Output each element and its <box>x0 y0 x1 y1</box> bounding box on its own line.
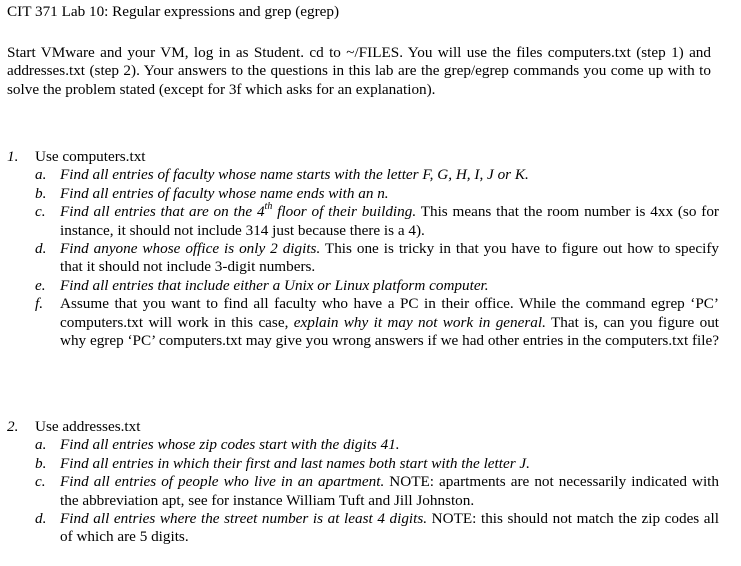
question-text: Find all entries whose zip codes start with the digits 41. <box>60 436 400 454</box>
ordinal-superscript: th <box>264 201 273 213</box>
question-text <box>60 203 719 240</box>
question-letter: c. <box>35 473 46 491</box>
question-letter: e. <box>35 276 46 294</box>
question-italic-part: floor of their building. <box>272 203 417 221</box>
question-letter: d. <box>35 240 47 258</box>
question-italic-part: Find all entries of people who live in an apartment. <box>60 473 385 491</box>
question-2a <box>7 436 719 454</box>
section-number: 1. <box>7 148 19 165</box>
lab-title: CIT 371 Lab 10: Regular expressions and grep (egrep) <box>7 3 340 20</box>
question-letter: b. <box>35 454 47 472</box>
question-text <box>60 510 719 547</box>
question-1e <box>7 277 719 295</box>
question-letter: d. <box>35 510 47 528</box>
question-text: Find all entries that include either a Unix or Linux platform computer. <box>60 276 489 294</box>
question-italic-part: Find anyone whose office is only 2 digits. <box>60 240 321 258</box>
question-letter: b. <box>35 184 47 202</box>
question-letter: c. <box>35 203 46 221</box>
question-note: NOTE: this should not match the zip codes all of which are 5 digits. <box>60 510 719 546</box>
section-title: Use addresses.txt <box>35 418 141 435</box>
section-title: Use computers.txt <box>35 148 146 165</box>
section-addresses <box>7 418 719 547</box>
question-note: That is, can you figure out why egrep ‘PC’ computers.txt may give you wrong answers if we had other entries in the computers.txt file? <box>60 313 720 350</box>
question-1b <box>7 185 719 203</box>
section-heading <box>7 148 719 166</box>
question-2b <box>7 455 719 473</box>
question-letter: f. <box>35 295 44 313</box>
question-note: NOTE: apartments are not necessarily indicated with the abbreviation apt, see for instance William Tuft and Jill Johnston. <box>60 473 719 509</box>
question-text <box>60 295 719 350</box>
question-letter: a. <box>35 436 47 454</box>
section-heading <box>7 418 719 436</box>
question-text: Find all entries of faculty whose name ends with an n. <box>60 184 389 202</box>
question-letter: a. <box>35 166 47 184</box>
question-1a <box>7 166 719 184</box>
question-lead: Assume that you want to find all faculty who have a PC in their office. While the command egrep ‘PC’ computers.txt will work in this case, <box>60 295 719 331</box>
question-italic-part: Find all entries that are on the 4 <box>60 203 265 221</box>
question-2d <box>7 510 719 547</box>
question-italic-part: Find all entries where the street number is at least 4 digits. <box>60 510 428 528</box>
question-text: Find all entries of faculty whose name starts with the letter F, G, H, I, J or K. <box>60 166 529 184</box>
question-text <box>60 473 719 510</box>
question-note: This one is tricky in that you have to figure out how to specify that it should not include 3-digit numbers. <box>60 240 719 276</box>
intro-paragraph: Start VMware and your VM, log in as Student. cd to ~/FILES. You will use the files computers.txt (step 1) and addresses.txt (step 2). Your answers to the questions in this lab are the grep/egrep commands you come up with to solve the problem stated (except for 3f which asks for an explanation). <box>7 44 711 98</box>
section-computers <box>7 148 719 350</box>
question-text <box>60 240 719 277</box>
section-number: 2. <box>7 418 19 435</box>
question-1f <box>7 295 719 350</box>
question-1d <box>7 240 719 277</box>
question-italic-part: explain why it may not work in general. <box>293 313 546 331</box>
question-note: This means that the room number is 4xx (so for instance, it should not include 314 just because there is a 4). <box>60 203 719 239</box>
question-2c <box>7 473 719 510</box>
question-1c <box>7 203 719 240</box>
question-text: Find all entries in which their first and last names both start with the letter J. <box>60 454 530 472</box>
